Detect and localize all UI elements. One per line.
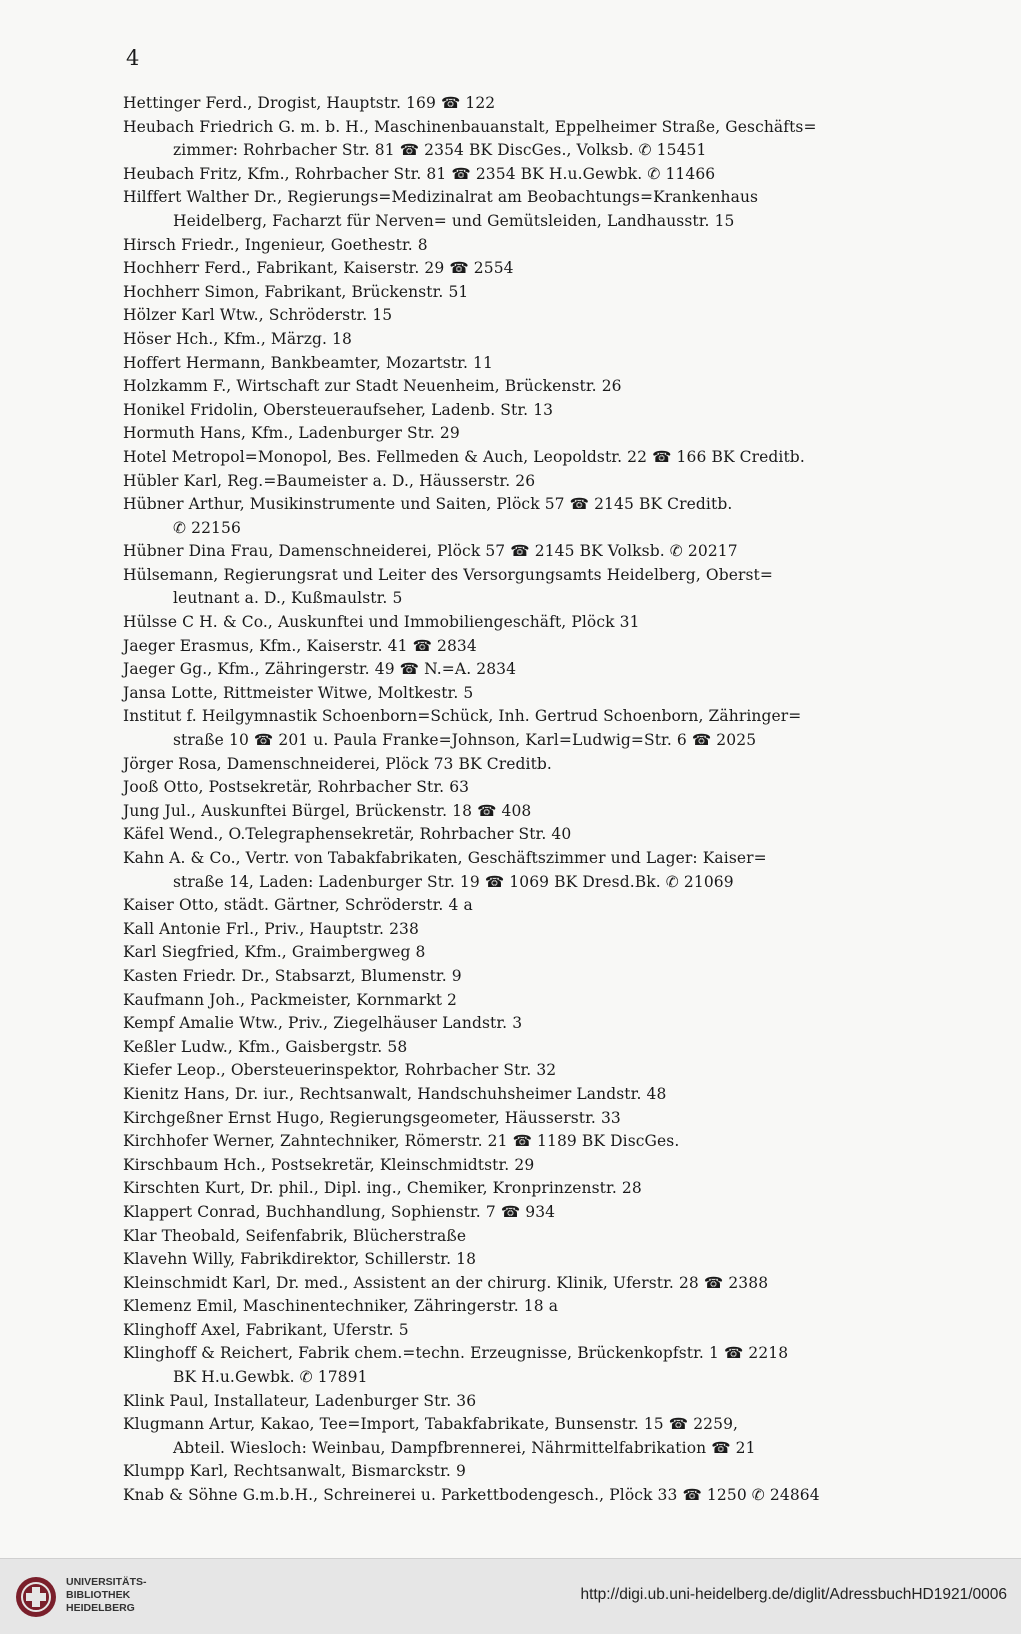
entry-line: Kirchgeßner Ernst Hugo, Regierungsgeometer, Häusserstr. 33: [123, 1108, 621, 1127]
entry-line: Jaeger Gg., Kfm., Zähringerstr. 49 ☎ N.=A. 2834: [123, 660, 517, 679]
entry-line: Kirschten Kurt, Dr. phil., Dipl. ing., Chemiker, Kronprinzenstr. 28: [123, 1179, 642, 1198]
entry-line: Hölzer Karl Wtw., Schröderstr. 15: [123, 306, 393, 325]
entry-line: Hochherr Simon, Fabrikant, Brückenstr. 51: [123, 282, 469, 301]
entry-line: Klinghoff Axel, Fabrikant, Uferstr. 5: [123, 1320, 409, 1339]
entry-line: Keßler Ludw., Kfm., Gaisbergstr. 58: [123, 1037, 408, 1056]
institution-line: UNIVERSITÄTS-: [66, 1576, 147, 1588]
university-seal-icon: [14, 1575, 58, 1619]
entry-line: Hoffert Hermann, Bankbeamter, Mozartstr. 11: [123, 353, 493, 372]
institution-name: [66, 1576, 147, 1615]
entry-line: straße 10 ☎ 201 u. Paula Franke=Johnson, Karl=Ludwig=Str. 6 ☎ 2025: [173, 731, 757, 750]
entry-line: Hotel Metropol=Monopol, Bes. Fellmeden & Auch, Leopoldstr. 22 ☎ 166 BK Creditb.: [123, 447, 805, 466]
entry-line: Hilffert Walther Dr., Regierungs=Medizinalrat am Beobachtungs=Krankenhaus: [123, 188, 759, 207]
entry-line: Heidelberg, Facharzt für Nerven= und Gemütsleiden, Landhausstr. 15: [173, 211, 735, 230]
entry-line: Hettinger Ferd., Drogist, Hauptstr. 169 ☎ 122: [123, 94, 496, 112]
entry-line: Kempf Amalie Wtw., Priv., Ziegelhäuser Landstr. 3: [123, 1014, 523, 1033]
entry-line: Kall Antonie Frl., Priv., Hauptstr. 238: [123, 919, 419, 938]
institution-line: BIBLIOTHEK: [66, 1589, 131, 1601]
entry-line: Karl Siegfried, Kfm., Graimbergweg 8: [123, 943, 426, 962]
entry-line: BK H.u.Gewbk. ✆ 17891: [173, 1368, 368, 1387]
entry-line: Klar Theobald, Seifenfabrik, Blücherstraße: [123, 1226, 467, 1245]
entry-line: Kienitz Hans, Dr. iur., Rechtsanwalt, Handschuhsheimer Landstr. 48: [123, 1084, 667, 1103]
entry-line: Hülsse C H. & Co., Auskunftei und Immobiliengeschäft, Plöck 31: [123, 613, 640, 632]
entry-line: Abteil. Wiesloch: Weinbau, Dampfbrennerei, Nährmittelfabrikation ☎ 21: [173, 1438, 756, 1457]
entry-line: Jörger Rosa, Damenschneiderei, Plöck 73 BK Creditb.: [123, 754, 552, 773]
page-number: 4: [126, 46, 140, 70]
entry-line: Holzkamm F., Wirtschaft zur Stadt Neuenheim, Brückenstr. 26: [123, 377, 622, 396]
entry-line: Hübner Dina Frau, Damenschneiderei, Plöck 57 ☎ 2145 BK Volksb. ✆ 20217: [123, 542, 738, 561]
entry-line: Klugmann Artur, Kakao, Tee=Import, Tabakfabrikate, Bunsenstr. 15 ☎ 2259,: [123, 1415, 739, 1434]
entry-line: Kahn A. & Co., Vertr. von Tabakfabrikaten, Geschäftszimmer und Lager: Kaiser=: [123, 849, 767, 867]
entry-line: Jung Jul., Auskunftei Bürgel, Brückenstr. 18 ☎ 408: [123, 801, 532, 820]
entry-line: Hormuth Hans, Kfm., Ladenburger Str. 29: [123, 424, 460, 443]
entry-line: Heubach Friedrich G. m. b. H., Maschinenbauanstalt, Eppelheimer Straße, Geschäfts=: [123, 117, 817, 136]
entry-line: Klink Paul, Installateur, Ladenburger Str. 36: [123, 1391, 477, 1410]
entry-line: Hülsemann, Regierungsrat und Leiter des Versorgungsamts Heidelberg, Oberst=: [123, 565, 773, 584]
entry-line: Hübler Karl, Reg.=Baumeister a. D., Häusserstr. 26: [123, 471, 536, 490]
entry-line: Jooß Otto, Postsekretär, Rohrbacher Str. 63: [123, 778, 470, 797]
entry-line: Heubach Fritz, Kfm., Rohrbacher Str. 81 ☎ 2354 BK H.u.Gewbk. ✆ 11466: [123, 164, 716, 183]
entry-line: Kirchhofer Werner, Zahntechniker, Römerstr. 21 ☎ 1189 BK DiscGes.: [123, 1132, 680, 1151]
viewer-footer: [0, 1558, 1021, 1634]
entry-line: Kiefer Leop., Obersteuerinspektor, Rohrbacher Str. 32: [123, 1061, 557, 1080]
entry-line: Jaeger Erasmus, Kfm., Kaiserstr. 41 ☎ 2834: [123, 636, 477, 655]
entry-line: Höser Hch., Kfm., Märzg. 18: [123, 329, 352, 348]
entry-line: straße 14, Laden: Ladenburger Str. 19 ☎ 1069 BK Dresd.Bk. ✆ 21069: [173, 872, 734, 891]
entry-line: Klinghoff & Reichert, Fabrik chem.=techn. Erzeugnisse, Brückenkopfstr. 1 ☎ 2218: [123, 1344, 789, 1363]
entry-line: Kleinschmidt Karl, Dr. med., Assistent an der chirurg. Klinik, Uferstr. 28 ☎ 2388: [123, 1273, 769, 1292]
entry-line: Jansa Lotte, Rittmeister Witwe, Moltkestr. 5: [123, 683, 474, 702]
entry-line: Kaiser Otto, städt. Gärtner, Schröderstr. 4 a: [123, 896, 473, 915]
entry-line: Knab & Söhne G.m.b.H., Schreinerei u. Parkettbodengesch., Plöck 33 ☎ 1250 ✆ 24864: [123, 1486, 820, 1505]
entry-line: Klappert Conrad, Buchhandlung, Sophienstr. 7 ☎ 934: [123, 1202, 556, 1221]
entry-line: zimmer: Rohrbacher Str. 81 ☎ 2354 BK DiscGes., Volksb. ✆ 15451: [173, 141, 707, 160]
entry-line: Klavehn Willy, Fabrikdirektor, Schillerstr. 18: [123, 1250, 477, 1269]
entry-line: Hochherr Ferd., Fabrikant, Kaiserstr. 29 ☎ 2554: [123, 259, 514, 278]
entry-line: ✆ 22156: [173, 518, 241, 537]
entry-line: Klumpp Karl, Rechtsanwalt, Bismarckstr. 9: [123, 1462, 466, 1481]
entry-line: Hirsch Friedr., Ingenieur, Goethestr. 8: [123, 235, 428, 254]
entry-line: Klemenz Emil, Maschinentechniker, Zähringerstr. 18 a: [123, 1297, 559, 1316]
institution-line: HEIDELBERG: [66, 1602, 135, 1614]
directory-entries: [123, 92, 945, 1508]
permalink-url[interactable]: http://digi.ub.uni-heidelberg.de/diglit/AdressbuchHD1921/0006: [580, 1586, 1007, 1603]
entry-line: Honikel Fridolin, Obersteueraufseher, Ladenb. Str. 13: [123, 400, 554, 419]
entry-line: Institut f. Heilgymnastik Schoenborn=Schück, Inh. Gertrud Schoenborn, Zähringer=: [123, 707, 802, 726]
entry-line: Kaufmann Joh., Packmeister, Kornmarkt 2: [123, 990, 458, 1009]
entry-line: Käfel Wend., O.Telegraphensekretär, Rohrbacher Str. 40: [123, 825, 572, 844]
entry-line: Kasten Friedr. Dr., Stabsarzt, Blumenstr. 9: [123, 966, 462, 985]
entry-line: Kirschbaum Hch., Postsekretär, Kleinschmidtstr. 29: [123, 1155, 535, 1174]
entry-line: leutnant a. D., Kußmaulstr. 5: [173, 589, 403, 608]
entry-line: Hübner Arthur, Musikinstrumente und Saiten, Plöck 57 ☎ 2145 BK Creditb.: [123, 495, 733, 514]
